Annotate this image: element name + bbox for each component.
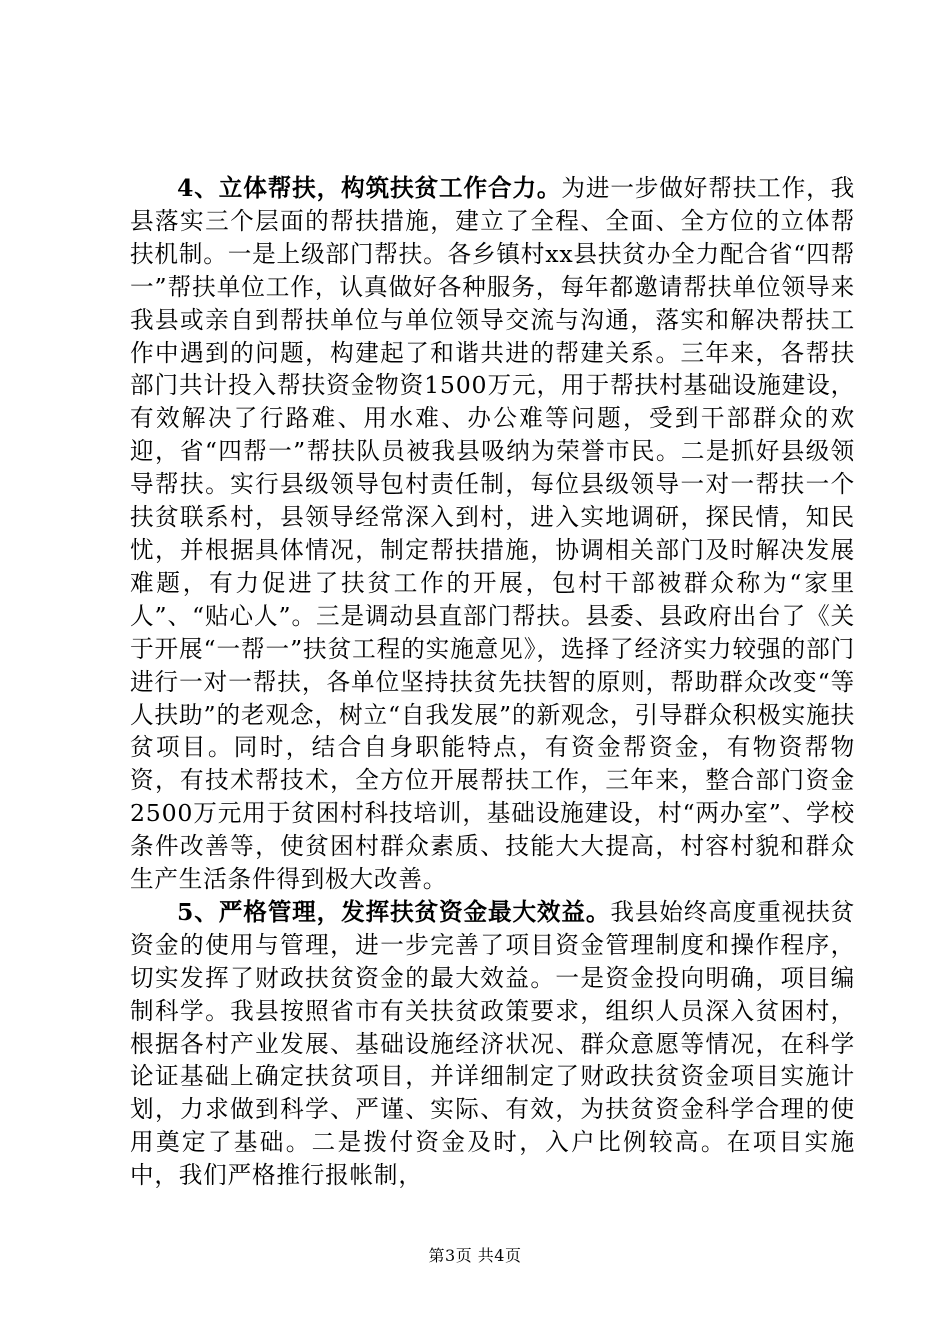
paragraph-5-heading: 5、严格管理，发挥扶贫资金最大效益。 xyxy=(177,897,611,926)
paragraph-4-heading: 4、立体帮扶，构筑扶贫工作合力。 xyxy=(177,174,562,202)
paragraph-5-text: 我县始终高度重视扶贫资金的使用与管理，进一步完善了项目资金管理制度和操作程序，切实发挥了财政扶贫资金的最大效益。一是资金投向明确，项目编制科学。我县按照省市有关扶贫政策要求，组织人员深入贫困村，根据各村产业发展、基础设施经济状况、群众意愿等情况，在科学论证基础上确定扶贫项目，并详细制定了财政扶贫资金项目实施计划，力求做到科学、严谨、实际、有效，为扶贫资金科学合理的使用奠定了基础。二是拨付资金及时，入户比例较高。在项目实施中，我们严格推行报帐制， xyxy=(130,897,855,1190)
paragraph-4 xyxy=(130,172,855,896)
document-body xyxy=(130,172,855,1192)
paragraph-4-text: 为进一步做好帮扶工作，我县落实三个层面的帮扶措施，建立了全程、全面、全方位的立体帮扶机制。一是上级部门帮扶。各乡镇村xx县扶贫办全力配合省“四帮一”帮扶单位工作，认真做好各种服务，每年都邀请帮扶单位领导来我县或亲自到帮扶单位与单位领导交流与沟通，落实和解决帮扶工作中遇到的问题，构建起了和谐共进的帮建关系。三年来，各帮扶部门共计投入帮扶资金物资1500万元，用于帮扶村基础设施建设，有效解决了行路难、用水难、办公难等问题，受到干部群众的欢迎，省“四帮一”帮扶队员被我县吸纳为荣誉市民。二是抓好县级领导帮扶。实行县级领导包村责任制，每位县级领导一对一帮扶一个扶贫联系村，县领导经常深入到村，进入实地调研，探民情，知民忧，并根据具体情况，制定帮扶措施，协调相关部门及时解决发展难题，有力促进了扶贫工作的开展，包村干部被群众称为“家里人”、“贴心人”。三是调动县直部门帮扶。县委、县政府出台了《关于开展“一帮一”扶贫工程的实施意见》，选择了经济实力较强的部门进行一对一帮扶，各单位坚持扶贫先扶智的原则，帮助群众改变“等人扶助”的老观念，树立“自我发展”的新观念，引导群众积极实施扶贫项目。同时，结合自身职能特点，有资金帮资金，有物资帮物资，有技术帮技术，全方位开展帮扶工作，三年来，整合部门资金2500万元用于贫困村科技培训，基础设施建设，村“两办室”、学校条件改善等，使贫困村群众素质、技能大大提高，村容村貌和群众生产生活条件得到极大改善。 xyxy=(130,174,855,894)
page-number-footer: 第3页 共4页 xyxy=(428,1246,522,1265)
paragraph-5 xyxy=(130,896,855,1192)
